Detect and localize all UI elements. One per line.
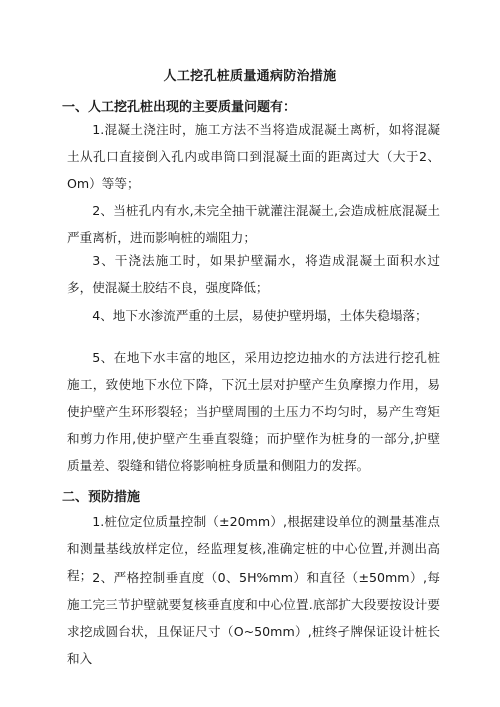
paragraph-1: 1.混凝土浇注时，施工方法不当将造成混凝土离析，如将混凝土从孔口直接倒入孔内或串筒口到混凝土面的距离过大（大于2、Om）等等； [67, 122, 440, 191]
paragraph-6: 1.桩位定位质量控制（±20mm）,根据建设单位的测量基准点和测量基线放样定位，经监理复核,准确定桩的中心位置,并测出高程； [67, 514, 440, 583]
paragraph-4: 4、地下水渗流严重的土层，易使护壁坍塌，土体失稳塌落； [92, 308, 428, 323]
paragraph-2: 2、当桩孔内有水,未完全抽干就灌注混凝土,会造成桩底混凝土严重离析，进而影响桩的端阻力； [67, 203, 440, 245]
paragraph-5: 5、在地下水丰富的地区，采用边挖边抽水的方法进行挖孔桩施工，致使地下水位下降，下沉土层对护壁产生负摩擦力作用，易使护壁产生环形裂轻；当护壁周围的土压力不均匀时，易产生弯矩和剪力作用,使护壁产生垂直裂缝；而护壁作为桩身的一部分,护壁质量差、裂缝和错位将影响桩身质量和侧阻力的发挥。 [67, 350, 440, 473]
paragraph-7: 2、严格控制垂直度（0、5H%mm）和直径（±50mm）,每施工完三节护壁就要复核垂直度和中心位置.底部扩大段要按设计要求挖成圆台状，且保证尺寸（O~50mm）,桩终孑牌保证设计桩长和入 [67, 570, 440, 666]
section-heading-problems: 一、人工挖孔桩出现的主要质量问题有： [62, 100, 297, 115]
section-heading-prevention: 二、预防措施 [62, 490, 141, 505]
document-title: 人工挖孔桩质量通病防治措施 [163, 69, 337, 84]
paragraph-3: 3、干浇法施工时，如果护壁漏水，将造成混凝土面积水过多，使混凝土胶结不良，强度降低； [67, 253, 440, 295]
